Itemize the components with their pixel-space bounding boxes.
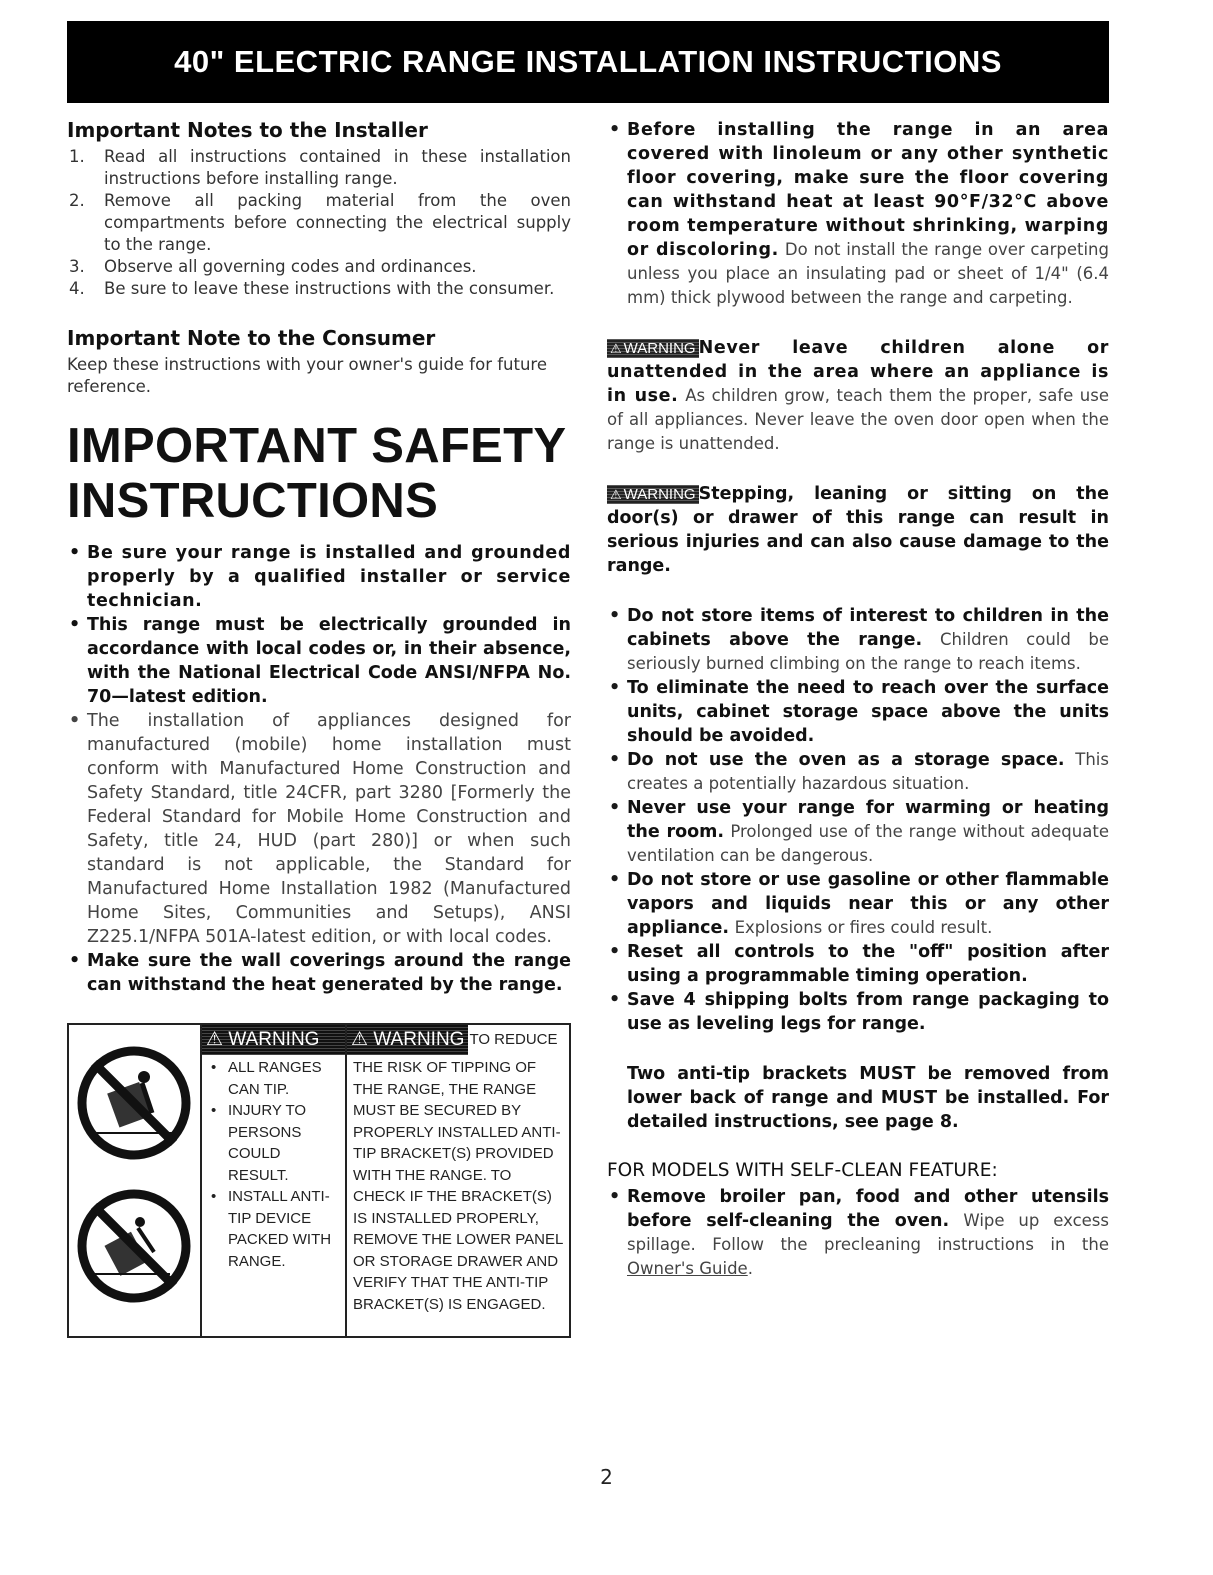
page-banner [67,21,1109,103]
list-item: • Reset all controls to the "off" position after using a programmable timing operation. [607,940,1109,988]
warning-triangle-icon: ⚠ [610,487,622,502]
safety-title: IMPORTANT SAFETY INSTRUCTIONS [67,419,567,528]
selfclean-bullets [607,1185,1109,1281]
list-item: • Remove broiler pan, food and other utensils before self-cleaning the oven. Wipe up excess spillage. Follow the precleaning instructions in the Owner's Guide. [607,1185,1109,1281]
installer-notes [67,146,571,300]
list-item: 1. Read all instructions contained in these installation instructions before installing range. [69,147,571,188]
list-item: • Do not use the oven as a storage space. This creates a potentially hazardous situation. [607,748,1109,796]
warning-pictograms [69,1025,202,1336]
anti-tip-warning-box [67,1023,571,1338]
warning-badge: ⚠ WARNING [607,339,699,358]
list-item: RANGE. [228,1252,286,1270]
consumer-heading: Important Note to the Consumer [67,326,436,350]
antitip-note: Two anti-tip brackets MUST be removed from lower back of range and MUST be installed. For detailed instructions, see page 8. [627,1064,1109,1132]
right-column [607,118,1109,1281]
list-item: PACKED WITH [228,1231,332,1248]
warning-right-column [347,1025,569,1336]
children-warning: ⚠ WARNING Never leave children alone or unattended in the area where an appliance is in use. As children grow, teach them the proper, safe use of all appliances. Never leave the oven door open when the range is unattended. [607,338,1109,453]
list-item: TIP DEVICE [228,1209,312,1227]
floor-bullet [607,118,1109,310]
list-item: • To eliminate the need to reach over the surface units, cabinet storage space above the units should be avoided. [607,676,1109,748]
list-item: RESULT. [228,1166,289,1184]
list-item: • Make sure the wall coverings around the range can withstand the heat generated by the range. [67,949,571,997]
warning-badge: ⚠ WARNING [607,485,699,504]
tipping-range-icon [69,1025,200,1336]
list-item: 4. Be sure to leave these instructions with the consumer. [69,279,555,298]
list-item: • Do not store items of interest to children in the cabinets above the range. Children could be seriously burned climbing on the range to reach items. [607,604,1109,676]
stepping-warning: ⚠ WARNING Stepping, leaning or sitting on the door(s) or drawer of this range can result in serious injuries and can also cause damage to the range. [607,484,1109,576]
list-item: • ALL RANGES [202,1057,345,1079]
list-item: COULD [228,1145,281,1162]
selfclean-heading: FOR MODELS WITH SELF-CLEAN FEATURE: [607,1160,998,1181]
list-item: • Be sure your range is installed and grounded properly by a qualified installer or service technician. [67,541,571,613]
list-item: • INSTALL ANTI- [202,1186,345,1208]
list-item: • Never use your range for warming or heating the room. Prolonged use of the range without adequate ventilation can be dangerous. [607,796,1109,868]
list-item: CAN TIP. [228,1080,290,1098]
warning-triangle-icon: ⚠ [610,341,622,356]
warning-badge: ⚠ WARNING [347,1025,468,1055]
warning-mid-list [202,1055,345,1272]
left-column [67,118,571,997]
consumer-text: Keep these instructions with your owner's guide for future reference. [67,355,547,396]
list-item: • This range must be electrically grounded in accordance with local codes or, in their absence, with the National Electrical Code ANSI/NFPA No. 70—latest edition. [67,613,571,709]
page-number: 2 [600,1465,613,1489]
warning-body: THE RISK OF TIPPING OF THE RANGE, THE RANGE MUST BE SECURED BY PROPERLY INSTALLED ANTI-TIP BRACKET(S) PROVIDED WITH THE RANGE. TO CHECK IF THE BRACKET(S) IS INSTALLED PROPERLY, REMOVE THE LOWER PANEL OR STORAGE DRAWER AND VERIFY THAT THE ANTI-TIP BRACKET(S) IS ENGAGED. [353,1059,563,1313]
warning-suffix: TO REDUCE [469,1031,558,1049]
warning-middle-column [202,1025,347,1336]
warning-triangle-icon: ⚠ [206,1029,224,1050]
safety-bullets [67,541,571,997]
list-item: • Save 4 shipping bolts from range packaging to use as leveling legs for range. [607,988,1109,1036]
list-item: PERSONS [228,1123,302,1141]
installer-heading: Important Notes to the Installer [67,118,428,142]
warning-badge: ⚠ WARNING [202,1025,345,1055]
safety-bullets-right [607,604,1109,1036]
list-item: • INJURY TO [202,1100,345,1122]
list-item: • Before installing the range in an area covered with linoleum or any other synthetic floor covering, make sure the floor covering can withstand heat at least 90°F/32°C above room temperature without shrinking, warping or discoloring. Do not install the range over carpeting unless you place an insulating pad or sheet of 1/4" (6.4 mm) thick plywood between the range and carpeting. [607,118,1109,310]
banner-title: 40" ELECTRIC RANGE INSTALLATION INSTRUCTIONS [174,44,1002,79]
list-item: 3. Observe all governing codes and ordinances. [69,257,477,276]
list-item: 2. Remove all packing material from the oven compartments before connecting the electrical supply to the range. [69,191,571,254]
owners-guide-link: Owner's Guide [627,1259,748,1278]
list-item: • The installation of appliances designed for manufactured (mobile) home installation must conform with Manufactured Home Construction and Safety Standard, title 24CFR, part 3280 [Formerly the Federal Standard for Mobile Home Construction and Safety, title 24, HUD (part 280)] or when such standard is not applicable, the Standard for Manufactured Home Installation 1982 (Manufactured Home Sites, Communities and Setups), ANSI Z225.1/NFPA 501A-latest edition, or with local codes. [67,709,571,949]
warning-triangle-icon: ⚠ [351,1029,369,1050]
list-item: • Do not store or use gasoline or other flammable vapors and liquids near this or any other appliance. Explosions or fires could result. [607,868,1109,940]
